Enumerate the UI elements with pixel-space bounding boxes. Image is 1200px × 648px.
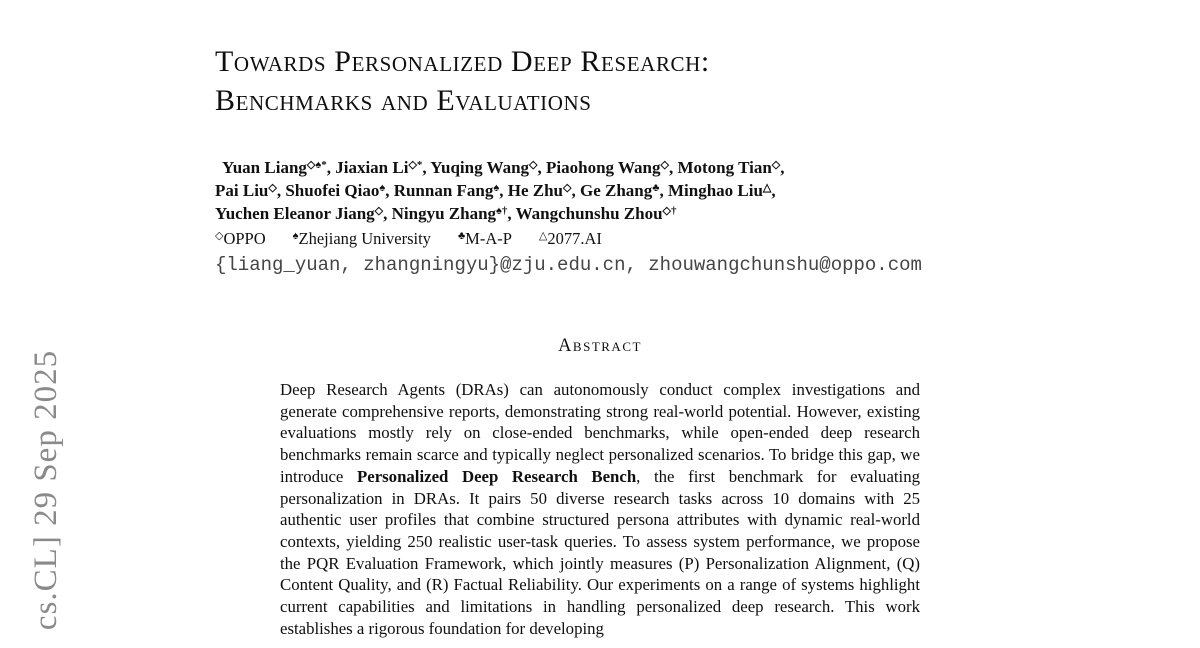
author-affiliation-mark: ◇* — [408, 159, 423, 172]
contact-email: {liang_yuan, zhangningyu}@zju.edu.cn, zhouwangchunshu@oppo.com — [215, 254, 922, 276]
paper-content-column — [215, 42, 985, 639]
affiliation-mark: ♣ — [457, 230, 466, 243]
author-affiliation-mark: ◇ — [771, 159, 781, 172]
author-affiliation-mark: ♠ — [379, 182, 386, 195]
author-name: , Piaohong Wang — [537, 158, 661, 177]
author-name: , Jiaxian Li — [326, 158, 409, 177]
author-affiliation-mark: △ — [762, 182, 772, 195]
affiliation-name: 2077.AI — [547, 229, 602, 248]
affiliation-item — [215, 229, 266, 248]
affiliation-item — [293, 229, 431, 248]
author-name: Yuchen Eleanor Jiang — [215, 204, 375, 223]
author-affiliation-mark: ◇ — [529, 159, 538, 172]
author-affiliation-mark: ◇† — [662, 205, 677, 218]
author-line — [215, 179, 985, 202]
author-affiliation-mark: ♣ — [652, 182, 660, 195]
author-name: , He Zhu — [499, 181, 563, 200]
author-name: , Shuofei Qiao — [276, 181, 380, 200]
affiliation-mark: ♠ — [292, 230, 299, 243]
author-affiliation-mark: ◇♠* — [306, 159, 327, 172]
author-name: Yuan Liang — [222, 158, 307, 177]
author-name: Pai Liu — [215, 181, 269, 200]
author-name: , Ningyu Zhang — [383, 204, 497, 223]
affiliation-name: M-A-P — [465, 229, 512, 248]
affiliation-item — [539, 229, 602, 248]
affiliation-name: Zhejiang University — [298, 229, 431, 248]
author-name: , Motong Tian — [668, 158, 772, 177]
author-name: , Runnan Fang — [385, 181, 494, 200]
author-line — [215, 202, 985, 225]
author-name: , Minghao Liu — [659, 181, 763, 200]
author-affiliation-mark: ◇ — [563, 182, 572, 195]
author-name: , — [771, 181, 776, 200]
author-name: , Wangchunshu Zhou — [507, 204, 663, 223]
paper-title-line-1: Towards Personalized Deep Research: — [215, 45, 710, 78]
affiliation-mark: ◇ — [215, 230, 224, 243]
author-affiliation-mark: ◇ — [268, 182, 277, 195]
author-line — [215, 156, 985, 179]
affiliations-line — [215, 229, 985, 249]
paper-title-line-2: Benchmarks and Evaluations — [215, 84, 592, 117]
author-name: , — [780, 158, 785, 177]
abstract-heading: Abstract — [558, 336, 642, 356]
author-affiliation-mark: ◇ — [660, 159, 669, 172]
author-block — [215, 156, 985, 225]
author-affiliation-mark: ♠† — [496, 205, 508, 218]
affiliation-mark: △ — [538, 230, 548, 243]
abstract-span: , the first benchmark for evaluating personalization in DRAs. It pairs 50 diverse research tasks across 10 domains with 25 authentic user profiles that combine structured persona attributes with dynamic real-world contexts, yielding 250 realistic user-task queries. To assess system performance, we propose the PQR Evaluation Framework, which jointly measures (P) Personalization Alignment, (Q) Content Quality, and (R) Factual Reliability. Our experiments on a range of systems highlight current capabilities and limitations in handling personalized deep research. This work establishes a rigorous foundation for developing — [280, 466, 920, 638]
author-affiliation-mark: ◇ — [374, 205, 384, 218]
abstract-span: Deep Research Agents (DRAs) can autonomously conduct complex investigations and generate comprehensive reports, demonstrating strong real-world potential. However, existing evaluations mostly rely on close-ended benchmarks, while open-ended deep research benchmarks remain scarce and typically neglect personalized scenarios. To bridge this gap, we introduce — [280, 380, 920, 486]
affiliation-item — [458, 229, 512, 248]
author-name: , Yuqing Wang — [422, 158, 530, 177]
author-affiliation-mark: ♠ — [493, 182, 500, 195]
abstract-text — [280, 379, 920, 639]
affiliation-name: OPPO — [223, 229, 266, 248]
abstract-bold-span: Personalized Deep Research Bench — [357, 466, 637, 486]
arxiv-watermark-text: cs.CL] 29 Sep 2025 — [28, 349, 64, 631]
author-name: , Ge Zhang — [571, 181, 653, 200]
